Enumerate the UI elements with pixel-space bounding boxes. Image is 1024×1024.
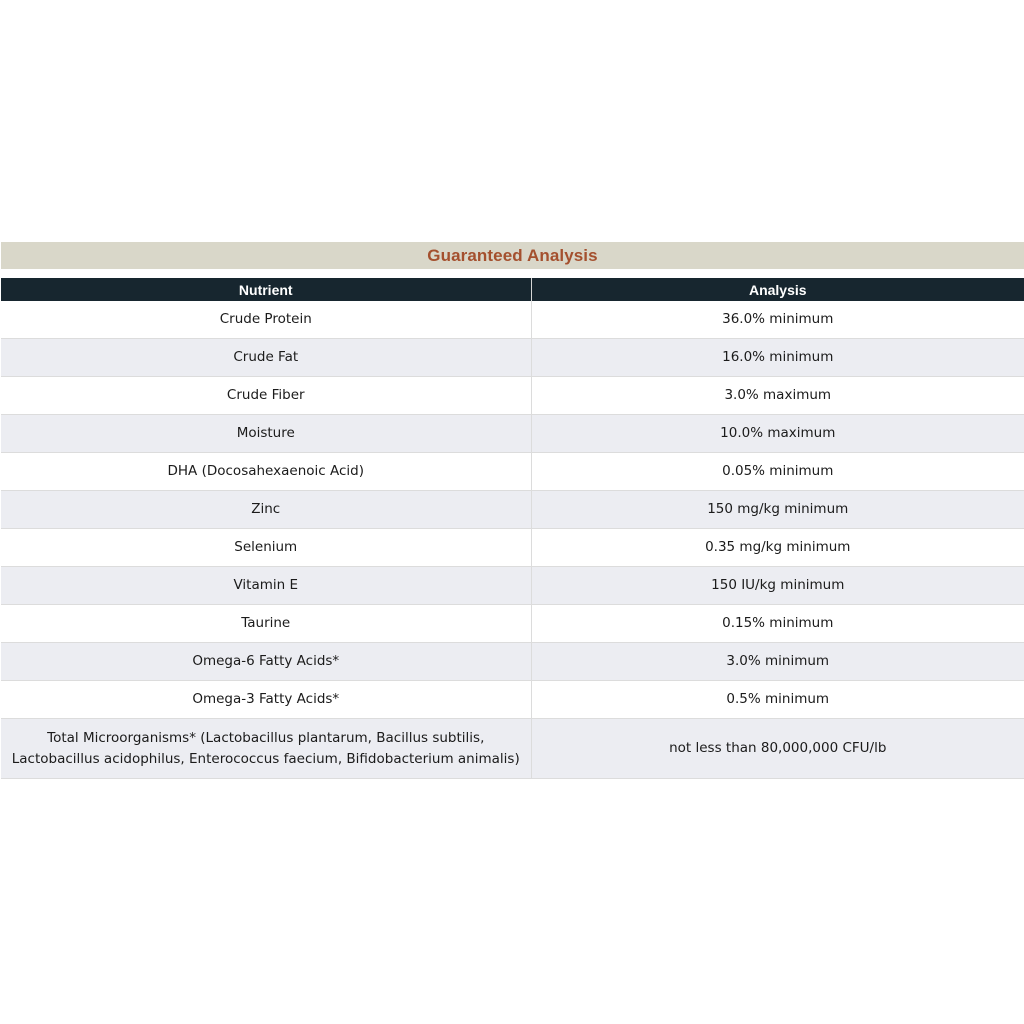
nutrient-cell: Vitamin E — [1, 567, 531, 605]
nutrient-cell: Crude Fat — [1, 339, 531, 377]
analysis-cell: 3.0% minimum — [531, 643, 1024, 681]
nutrient-cell: Total Microorganisms* (Lactobacillus plantarum, Bacillus subtilis, Lactobacillus acidophilus, Enterococcus faecium, Bifidobacterium animalis) — [1, 719, 531, 779]
analysis-cell: 0.15% minimum — [531, 605, 1024, 643]
nutrient-cell: Omega-3 Fatty Acids* — [1, 681, 531, 719]
table-row — [1, 681, 1024, 719]
analysis-cell: 16.0% minimum — [531, 339, 1024, 377]
table-row — [1, 643, 1024, 681]
table-row — [1, 377, 1024, 415]
analysis-cell: 36.0% minimum — [531, 301, 1024, 339]
analysis-cell: 150 IU/kg minimum — [531, 567, 1024, 605]
nutrient-cell: Crude Protein — [1, 301, 531, 339]
table-row — [1, 567, 1024, 605]
table-header — [1, 278, 1024, 301]
header-nutrient: Nutrient — [1, 278, 531, 301]
header-analysis: Analysis — [531, 278, 1024, 301]
table-row — [1, 339, 1024, 377]
nutrient-cell: Moisture — [1, 415, 531, 453]
nutrient-cell: Selenium — [1, 529, 531, 567]
analysis-cell: 3.0% maximum — [531, 377, 1024, 415]
analysis-cell: 0.35 mg/kg minimum — [531, 529, 1024, 567]
nutrient-cell: Omega-6 Fatty Acids* — [1, 643, 531, 681]
table-row — [1, 415, 1024, 453]
table-body — [1, 301, 1024, 779]
analysis-table — [1, 278, 1024, 779]
table-row — [1, 605, 1024, 643]
nutrient-cell: DHA (Docosahexaenoic Acid) — [1, 453, 531, 491]
table-row — [1, 301, 1024, 339]
analysis-cell: 10.0% maximum — [531, 415, 1024, 453]
analysis-cell: not less than 80,000,000 CFU/lb — [531, 719, 1024, 779]
analysis-cell: 0.5% minimum — [531, 681, 1024, 719]
nutrient-cell: Crude Fiber — [1, 377, 531, 415]
header-row — [1, 278, 1024, 301]
table-title: Guaranteed Analysis — [1, 242, 1024, 269]
table-row — [1, 491, 1024, 529]
title-spacer — [1, 269, 1024, 278]
nutrient-cell: Taurine — [1, 605, 531, 643]
table-row — [1, 719, 1024, 779]
analysis-cell: 0.05% minimum — [531, 453, 1024, 491]
table-row — [1, 529, 1024, 567]
guaranteed-analysis-panel — [1, 242, 1024, 779]
table-row — [1, 453, 1024, 491]
analysis-cell: 150 mg/kg minimum — [531, 491, 1024, 529]
nutrient-cell: Zinc — [1, 491, 531, 529]
